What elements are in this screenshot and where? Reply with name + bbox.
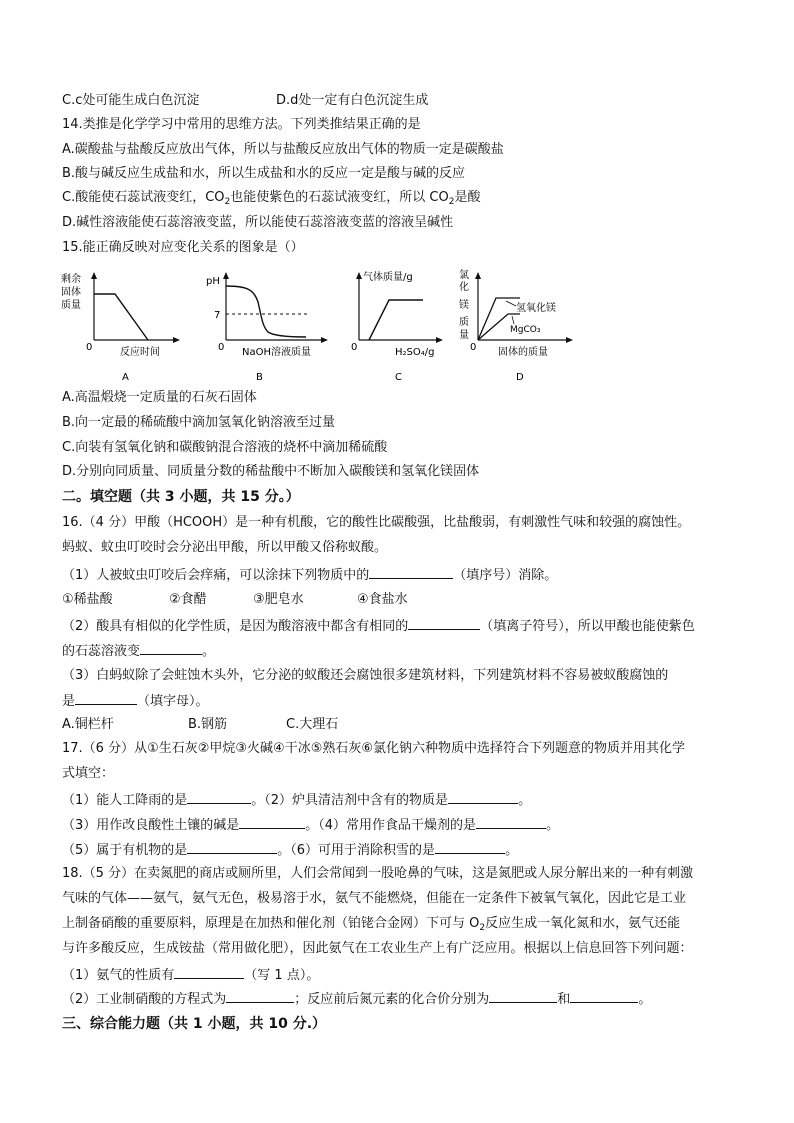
graph-c-origin: 0 (351, 342, 358, 353)
q13-option-d: D.d处一定有白色沉淀生成 (276, 93, 429, 108)
q16-part3-cont: 是 （填字母）。 (62, 694, 209, 709)
graph-b-ylabel: pH (206, 276, 220, 287)
q17-blank-1[interactable] (187, 791, 251, 804)
q17-stem-1: 17.（6 分）从①生石灰②甲烷③火碱④干冰⑤熟石灰⑥氯化钠六种物质中选择符合下列题意的物质并用其化学 (62, 741, 686, 756)
graph-a-line (94, 294, 148, 340)
graph-b-xlabel: NaOH溶液质量 (242, 347, 311, 358)
q13-option-c: C.c处可能生成白色沉淀 (62, 93, 200, 108)
q16-stem-2: 蚂蚁、蚊虫叮咬时会分泌出甲酸，所以甲酸又俗称蚁酸。 (62, 540, 388, 555)
q18-blank-3[interactable] (489, 990, 557, 1003)
graph-d-ylabel-5: 量 (459, 330, 469, 341)
q16-options (62, 717, 339, 733)
graph-d-ylabel-1: 氯 (459, 270, 469, 281)
q18-line-4: 与许多酸反应，生成铵盐（常用做化肥），因此氨气在工农业生产上有广泛应用。根据以上信息回答下列问题： (62, 941, 693, 956)
q17-blank-3[interactable] (239, 816, 305, 829)
graph-d-line1-label: 氢氧化镁 (516, 303, 556, 314)
q17-row-3: （5）属于有机物的是 。（6）可用于消除积雪的是 。 (62, 843, 519, 858)
q17-blank-4[interactable] (476, 816, 546, 829)
q14-stem: 14.类推是化学学习中常用的思维方法。下列类推结果正确的是 (62, 117, 421, 132)
graph-a-xlabel: 反应时间 (120, 347, 160, 358)
graph-d-leader-2 (512, 316, 514, 324)
q18-part1: （1）氨气的性质有 （写 1 点）。 (62, 968, 320, 983)
graph-a-ylabel-1: 剩余 (61, 274, 81, 285)
graph-a-origin: 0 (86, 342, 93, 353)
graph-d-xlabel: 固体的质量 (498, 347, 548, 358)
q18-blank-1[interactable] (174, 966, 244, 979)
q13-options (62, 93, 429, 109)
q15-option-c: C.向装有氢氧化钠和碳酸钠混合溶液的烧杯中滴加稀硫酸 (62, 440, 388, 455)
graph-b-y-arrow (223, 272, 229, 279)
q16-blank-1[interactable] (369, 566, 453, 579)
q14-option-a: A.碳酸盐与盐酸反应放出气体，所以与盐酸反应放出气体的物质一定是碳酸盐 (62, 142, 504, 157)
graph-c (345, 268, 450, 390)
q15-option-d: D.分别向同质量、同质量分数的稀盐酸中不断加入碳酸镁和氢氧化镁固体 (62, 464, 480, 479)
q18-line-2: 气味的气体——氨气，氨气无色，极易溶于水，氨气不能燃烧，但能在一定条件下被氧气氧化，因此它是工业 (62, 891, 687, 906)
graph-d-line2-label: MgCO₃ (510, 325, 541, 335)
q15-stem: 15.能正确反映对应变化关系的图象是（） (62, 240, 304, 255)
graph-b (198, 268, 333, 390)
q17-row-1: （1）能人工降雨的是 。（2）炉具清洁剂中含有的物质是 。 (62, 793, 532, 808)
graph-d-y-arrow (475, 272, 481, 279)
q16-blank-2[interactable] (408, 617, 480, 630)
graph-c-y-arrow (356, 272, 362, 279)
q17-blank-6[interactable] (435, 841, 505, 854)
graph-b-tick7: 7 (214, 310, 221, 321)
graph-d-caption: D (516, 372, 524, 383)
q14-option-b: B.酸与碱反应生成盐和水，所以生成盐和水的反应一定是酸与碱的反应 (62, 166, 466, 181)
section3-title: 三、综合能力题（共 1 小题，共 10 分.） (62, 1016, 327, 1032)
graph-d-ylabel-3: 镁 (459, 300, 469, 311)
graph-d-x-arrow (566, 337, 573, 343)
q14-option-c: C.酸能使石蕊试液变红，$CO_2$也能使紫色的石蕊试液变红，所以 $CO_2$是酸 (62, 190, 481, 207)
graph-d-origin: 0 (470, 342, 477, 353)
graph-c-x-arrow (436, 337, 443, 343)
q16-option-b: B.钢筋 (188, 717, 228, 732)
q16-choice-1: ①稀盐酸 (62, 592, 113, 607)
graph-d-leader-1 (506, 301, 516, 306)
q15-option-b: B.向一定最的稀硫酸中滴加氢氧化钠溶液至过量 (62, 415, 336, 430)
q16-part2-cont: 的石蕊溶液变 。 (62, 644, 216, 659)
graph-d-ylabel-2: 化 (459, 282, 469, 293)
q16-blank-4[interactable] (75, 692, 137, 705)
graph-a-caption: A (122, 372, 129, 383)
q16-part3: （3）白蚂蚁除了会蛀蚀木头外，它分泌的蚁酸还会腐蚀很多建筑材料，下列建筑材料不容易被蚁酸腐蚀的 (62, 668, 669, 683)
graph-a-y-arrow (91, 272, 97, 279)
q16-part1: （1）人被蚊虫叮咬后会痒痛，可以涂抹下列物质中的 （填序号）消除。 (62, 568, 558, 583)
q18-part2: （2）工业制硝酸的方程式为 ；反应前后氮元素的化合价分别为 和 。 (62, 992, 652, 1007)
q16-choice-2: ②食醋 (169, 592, 207, 607)
q16-part2: （2）酸具有相似的化学性质，是因为酸溶液中都含有相同的 （填离子符号），所以甲酸也能使紫色 (62, 619, 695, 634)
q15-option-a: A.高温煅烧一定质量的石灰石固体 (62, 390, 257, 405)
q18-line-3: 上制备硝酸的重要原料，原理是在加热和催化剂（铂铑合金网）下可与 $O_2$反应生成一氧化氮和水，氨气还能 (62, 916, 681, 933)
q18-blank-4[interactable] (570, 990, 638, 1003)
graph-b-caption: B (256, 372, 263, 383)
graph-b-origin: 0 (218, 342, 225, 353)
q16-option-a: A.铜栏杆 (62, 717, 114, 732)
q16-choice-4: ④食盐水 (357, 592, 408, 607)
graph-c-caption: C (395, 372, 402, 383)
q17-stem-2: 式填空： (62, 766, 115, 781)
graph-b-curve (226, 286, 306, 337)
q16-stem-1: 16.（4 分）甲酸（HCOOH）是一种有机酸，它的酸性比碳酸强，比盐酸弱，有刺激性气味和较强的腐蚀性。 (62, 515, 691, 530)
q17-blank-2[interactable] (448, 791, 518, 804)
q16-choices (62, 592, 408, 608)
graph-c-xlabel: H₂SO₄/g (395, 347, 435, 358)
q16-option-c: C.大理石 (286, 717, 339, 732)
graph-c-ylabel: 气体质量/g (363, 272, 413, 283)
graph-b-x-arrow (321, 337, 328, 343)
q18-blank-2[interactable] (226, 990, 294, 1003)
graph-d-ylabel-4: 质 (459, 317, 469, 328)
q16-blank-3[interactable] (140, 642, 202, 655)
q17-row-2: （3）用作改良酸性土镶的碱是 。（4）常用作食品干燥剂的是 。 (62, 818, 560, 833)
section2-title: 二。填空题（共 3 小题，共 15 分。） (62, 489, 300, 505)
graph-a-x-arrow (173, 337, 180, 343)
graph-c-line (369, 300, 423, 340)
q14-option-d: D.碱性溶液能使石蕊溶液变蓝，所以能使石蕊溶液变蓝的溶液呈碱性 (62, 215, 454, 230)
graph-a-ylabel-3: 质量 (61, 300, 81, 311)
graph-d (458, 268, 583, 390)
q16-choice-3: ③肥皂水 (253, 592, 304, 607)
graph-a-ylabel-2: 固体 (61, 287, 81, 298)
graph-a (60, 268, 185, 390)
q18-line-1: 18.（5 分）在卖氮肥的商店或厕所里，人们会常闻到一股呛鼻的气味，这是氮肥或人尿分解出来的一种有刺激 (62, 866, 694, 881)
q17-blank-5[interactable] (187, 841, 277, 854)
